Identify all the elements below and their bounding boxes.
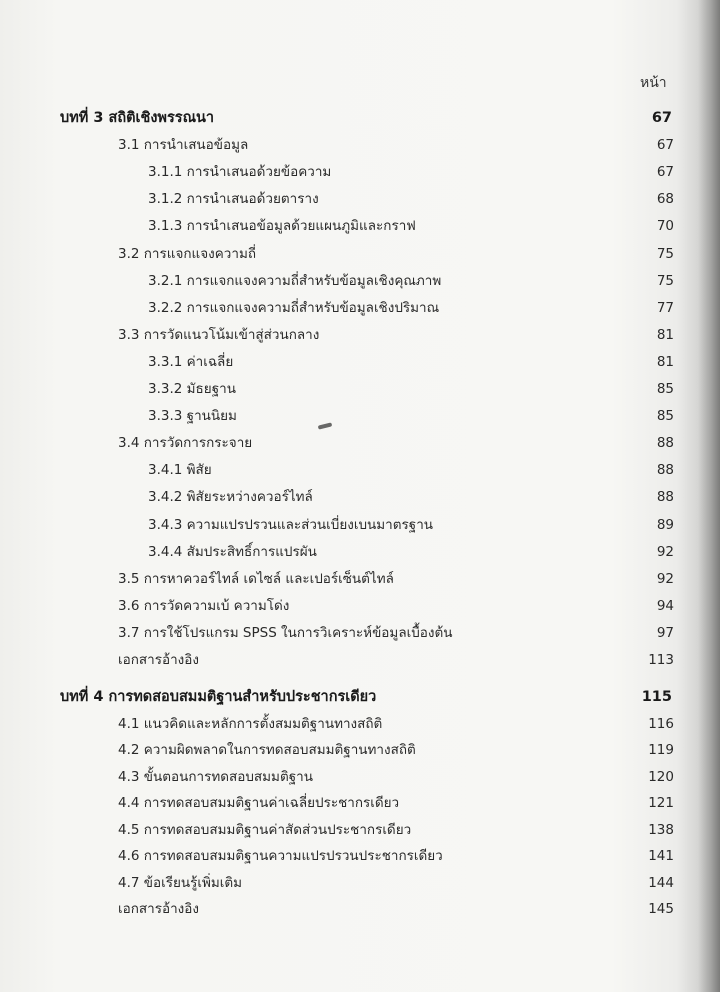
toc-page-number: 92 [656, 571, 674, 587]
toc-entry-title: 3.6 การวัดความเบ้ ความโด่ง [118, 598, 290, 614]
toc-subsection-row [0, 214, 720, 238]
toc-page-number: 75 [656, 246, 674, 262]
toc-entry-title: 3.2.2 การแจกแจงความถี่สำหรับข้อมูลเชิงปริมาณ [148, 300, 440, 316]
toc-entry-title: 3.1.1 การนำเสนอด้วยข้อความ [148, 164, 332, 180]
toc-page-number: 77 [656, 300, 674, 316]
toc-section-row [0, 791, 720, 815]
toc-page-number: 89 [656, 517, 674, 533]
toc-page-number: 88 [656, 462, 674, 478]
toc-page-number: 94 [656, 598, 674, 614]
toc-section-row [0, 844, 720, 868]
toc-chapter-row [0, 106, 720, 130]
toc-entry-title: 3.1.3 การนำเสนอข้อมูลด้วยแผนภูมิและกราฟ [148, 218, 416, 234]
toc-entry-title: 4.1 แนวคิดและหลักการตั้งสมมติฐานทางสถิติ [118, 716, 383, 732]
toc-page-number: 144 [648, 875, 674, 891]
toc-page-number: 115 [641, 689, 672, 705]
toc-entry-title: เอกสารอ้างอิง [118, 901, 199, 917]
toc-entry-title: 3.2 การแจกแจงความถี่ [118, 246, 257, 262]
toc-entry-title: 3.3.2 มัธยฐาน [148, 381, 236, 397]
toc-subsection-row [0, 485, 720, 509]
toc-subsection-row [0, 404, 720, 428]
toc-section-row [0, 765, 720, 789]
toc-subsection-row [0, 160, 720, 184]
toc-entry-title: 3.7 การใช้โปรแกรม SPSS ในการวิเคราะห์ข้อมูลเบื้องต้น [118, 625, 453, 641]
toc-subsection-row [0, 458, 720, 482]
toc-entry-title: 3.4.2 พิสัยระหว่างควอร์ไทล์ [148, 489, 313, 505]
toc-entry-title: 3.4.4 สัมประสิทธิ์การแปรผัน [148, 544, 317, 560]
toc-page-number: 113 [648, 652, 674, 668]
toc-page-number: 85 [656, 381, 674, 397]
toc-entry-title: 3.1 การนำเสนอข้อมูล [118, 137, 249, 153]
toc-page-number: 116 [648, 716, 674, 732]
toc-entry-title: 3.3.3 ฐานนิยม [148, 408, 237, 424]
toc-section-row [0, 133, 720, 157]
toc-page-number: 121 [648, 795, 674, 811]
toc-section-row [0, 648, 720, 672]
toc-entry-title: 3.4.1 พิสัย [148, 462, 212, 478]
toc-subsection-row [0, 269, 720, 293]
toc-page-number: 67 [656, 164, 674, 180]
toc-entry-title: บทที่ 3 สถิติเชิงพรรณนา [60, 110, 215, 126]
toc-page-number: 81 [656, 354, 674, 370]
toc-entry-title: 3.3.1 ค่าเฉลี่ย [148, 354, 234, 370]
page-column-header: หน้า [640, 75, 667, 91]
toc-section-row [0, 567, 720, 591]
toc-section-row [0, 712, 720, 736]
toc-section-row [0, 897, 720, 921]
toc-section-row [0, 323, 720, 347]
toc-entry-title: 3.4 การวัดการกระจาย [118, 435, 253, 451]
toc-page-number: 120 [648, 769, 674, 785]
toc-entry-title: 4.5 การทดสอบสมมติฐานค่าสัดส่วนประชากรเดียว [118, 822, 412, 838]
toc-entry-title: เอกสารอ้างอิง [118, 652, 199, 668]
toc-subsection-row [0, 187, 720, 211]
toc-page-number: 119 [648, 742, 674, 758]
toc-subsection-row [0, 540, 720, 564]
toc-entry-title: 4.3 ขั้นตอนการทดสอบสมมติฐาน [118, 769, 313, 785]
toc-chapter-row [0, 685, 720, 709]
toc-page-number: 85 [656, 408, 674, 424]
toc-section-row [0, 871, 720, 895]
toc-entry-title: 3.4.3 ความแปรปรวนและส่วนเบี่ยงเบนมาตรฐาน [148, 517, 434, 533]
toc-section-row [0, 431, 720, 455]
toc-page-number: 141 [648, 848, 674, 864]
toc-entry-title: 3.3 การวัดแนวโน้มเข้าสู่ส่วนกลาง [118, 327, 320, 343]
toc-section-row [0, 738, 720, 762]
toc-subsection-row [0, 513, 720, 537]
toc-subsection-row [0, 350, 720, 374]
toc-page-number: 68 [656, 191, 674, 207]
toc-subsection-row [0, 377, 720, 401]
toc-section-row [0, 594, 720, 618]
toc-subsection-row [0, 296, 720, 320]
toc-page-number: 67 [656, 137, 674, 153]
toc-page-number: 67 [651, 110, 672, 126]
toc-entry-title: 4.2 ความผิดพลาดในการทดสอบสมมติฐานทางสถิติ [118, 742, 416, 758]
toc-page-number: 145 [648, 901, 674, 917]
toc-entry-title: 3.2.1 การแจกแจงความถี่สำหรับข้อมูลเชิงคุณภาพ [148, 273, 442, 289]
toc-entry-title: 3.5 การหาควอร์ไทล์ เดไซล์ และเปอร์เซ็นต์ไทล์ [118, 571, 394, 587]
toc-page-number: 81 [656, 327, 674, 343]
toc-page-number: 75 [656, 273, 674, 289]
toc-entry-title: บทที่ 4 การทดสอบสมมติฐานสำหรับประชากรเดียว [60, 689, 377, 705]
toc-page-number: 92 [656, 544, 674, 560]
toc-page-number: 70 [656, 218, 674, 234]
toc-entry-title: 3.1.2 การนำเสนอด้วยตาราง [148, 191, 319, 207]
toc-section-row [0, 621, 720, 645]
toc-page-number: 138 [648, 822, 674, 838]
toc-page-number: 88 [656, 489, 674, 505]
toc-section-row [0, 242, 720, 266]
toc-page-number: 88 [656, 435, 674, 451]
toc-page-number: 97 [656, 625, 674, 641]
toc-entry-title: 4.7 ข้อเรียนรู้เพิ่มเติม [118, 875, 243, 891]
toc-entry-title: 4.4 การทดสอบสมมติฐานค่าเฉลี่ยประชากรเดียว [118, 795, 400, 811]
toc-entry-title: 4.6 การทดสอบสมมติฐานความแปรปรวนประชากรเดียว [118, 848, 443, 864]
toc-section-row [0, 818, 720, 842]
